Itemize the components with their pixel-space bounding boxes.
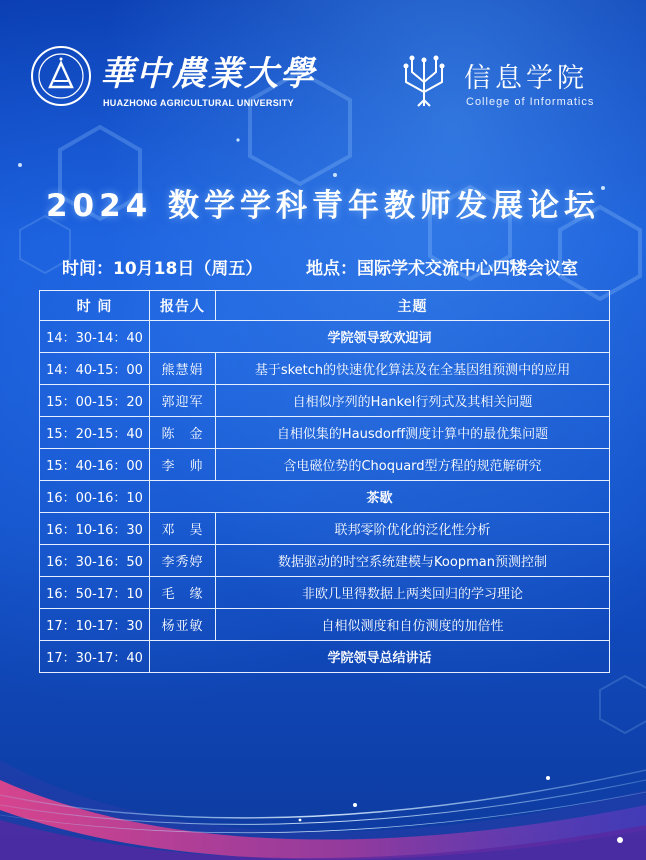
row-time: 16：10-16：30 xyxy=(40,513,150,545)
table-row xyxy=(40,577,610,609)
decorative-waves xyxy=(0,700,646,860)
table-row xyxy=(40,385,610,417)
row-topic: 自相似测度和自仿测度的加倍性 xyxy=(216,609,610,641)
row-topic: 含电磁位势的Choquard型方程的规范解研究 xyxy=(216,449,610,481)
row-topic: 数据驱动的时空系统建模与Koopman预测控制 xyxy=(216,545,610,577)
row-speaker: 陈 金 xyxy=(150,417,216,449)
table-row xyxy=(40,449,610,481)
row-topic: 联邦零阶优化的泛化性分析 xyxy=(216,513,610,545)
row-time: 15：00-15：20 xyxy=(40,385,150,417)
header xyxy=(0,0,646,130)
row-topic: 学院领导致欢迎词 xyxy=(150,321,610,353)
table-row xyxy=(40,545,610,577)
row-time: 15：40-16：00 xyxy=(40,449,150,481)
row-speaker: 李秀婷 xyxy=(150,545,216,577)
event-time: 时间：10月18日（周五） xyxy=(62,259,263,279)
table-row xyxy=(40,353,610,385)
row-topic: 非欧几里得数据上两类回归的学习理论 xyxy=(216,577,610,609)
row-speaker: 杨亚敏 xyxy=(150,609,216,641)
row-speaker: 郭迎军 xyxy=(150,385,216,417)
row-topic: 基于sketch的快速优化算法及在全基因组预测中的应用 xyxy=(216,353,610,385)
row-topic: 自相似集的Hausdorff测度计算中的最优集问题 xyxy=(216,417,610,449)
row-time: 17：10-17：30 xyxy=(40,609,150,641)
forum-title: 2024 数学学科青年教师发展论坛 xyxy=(45,188,601,224)
university-name-cn: 華中農業大學 xyxy=(100,54,316,94)
event-place: 地点：国际学术交流中心四楼会议室 xyxy=(306,259,578,279)
row-topic: 学院领导总结讲话 xyxy=(150,641,610,673)
table-row xyxy=(40,513,610,545)
row-topic: 茶歇 xyxy=(150,481,610,513)
column-header-topic: 主题 xyxy=(216,291,610,321)
row-time: 16：50-17：10 xyxy=(40,577,150,609)
table-row xyxy=(40,641,610,673)
university-seal-icon xyxy=(30,45,92,107)
row-speaker: 邓 昊 xyxy=(150,513,216,545)
row-topic: 自相似序列的Hankel行列式及其相关问题 xyxy=(216,385,610,417)
schedule-table xyxy=(39,290,610,673)
column-header-speaker: 报告人 xyxy=(150,291,216,321)
row-time: 14：40-15：00 xyxy=(40,353,150,385)
row-time: 16：30-16：50 xyxy=(40,545,150,577)
row-speaker: 熊慧娟 xyxy=(150,353,216,385)
circuit-tree-icon xyxy=(398,52,450,108)
table-row xyxy=(40,417,610,449)
college-name-cn: 信息学院 xyxy=(464,63,588,94)
table-header-row xyxy=(40,291,610,321)
row-time: 17：30-17：40 xyxy=(40,641,150,673)
table-row xyxy=(40,321,610,353)
row-speaker: 李 帅 xyxy=(150,449,216,481)
table-row xyxy=(40,609,610,641)
university-name-en: HUAZHONG AGRICULTURAL UNIVERSITY xyxy=(103,98,294,108)
row-time: 14：30-14：40 xyxy=(40,321,150,353)
college-name-en: College of Informatics xyxy=(466,96,595,108)
column-header-time: 时 间 xyxy=(40,291,150,321)
row-time: 15：20-15：40 xyxy=(40,417,150,449)
row-time: 16：00-16：10 xyxy=(40,481,150,513)
row-speaker: 毛 缘 xyxy=(150,577,216,609)
table-row xyxy=(40,481,610,513)
